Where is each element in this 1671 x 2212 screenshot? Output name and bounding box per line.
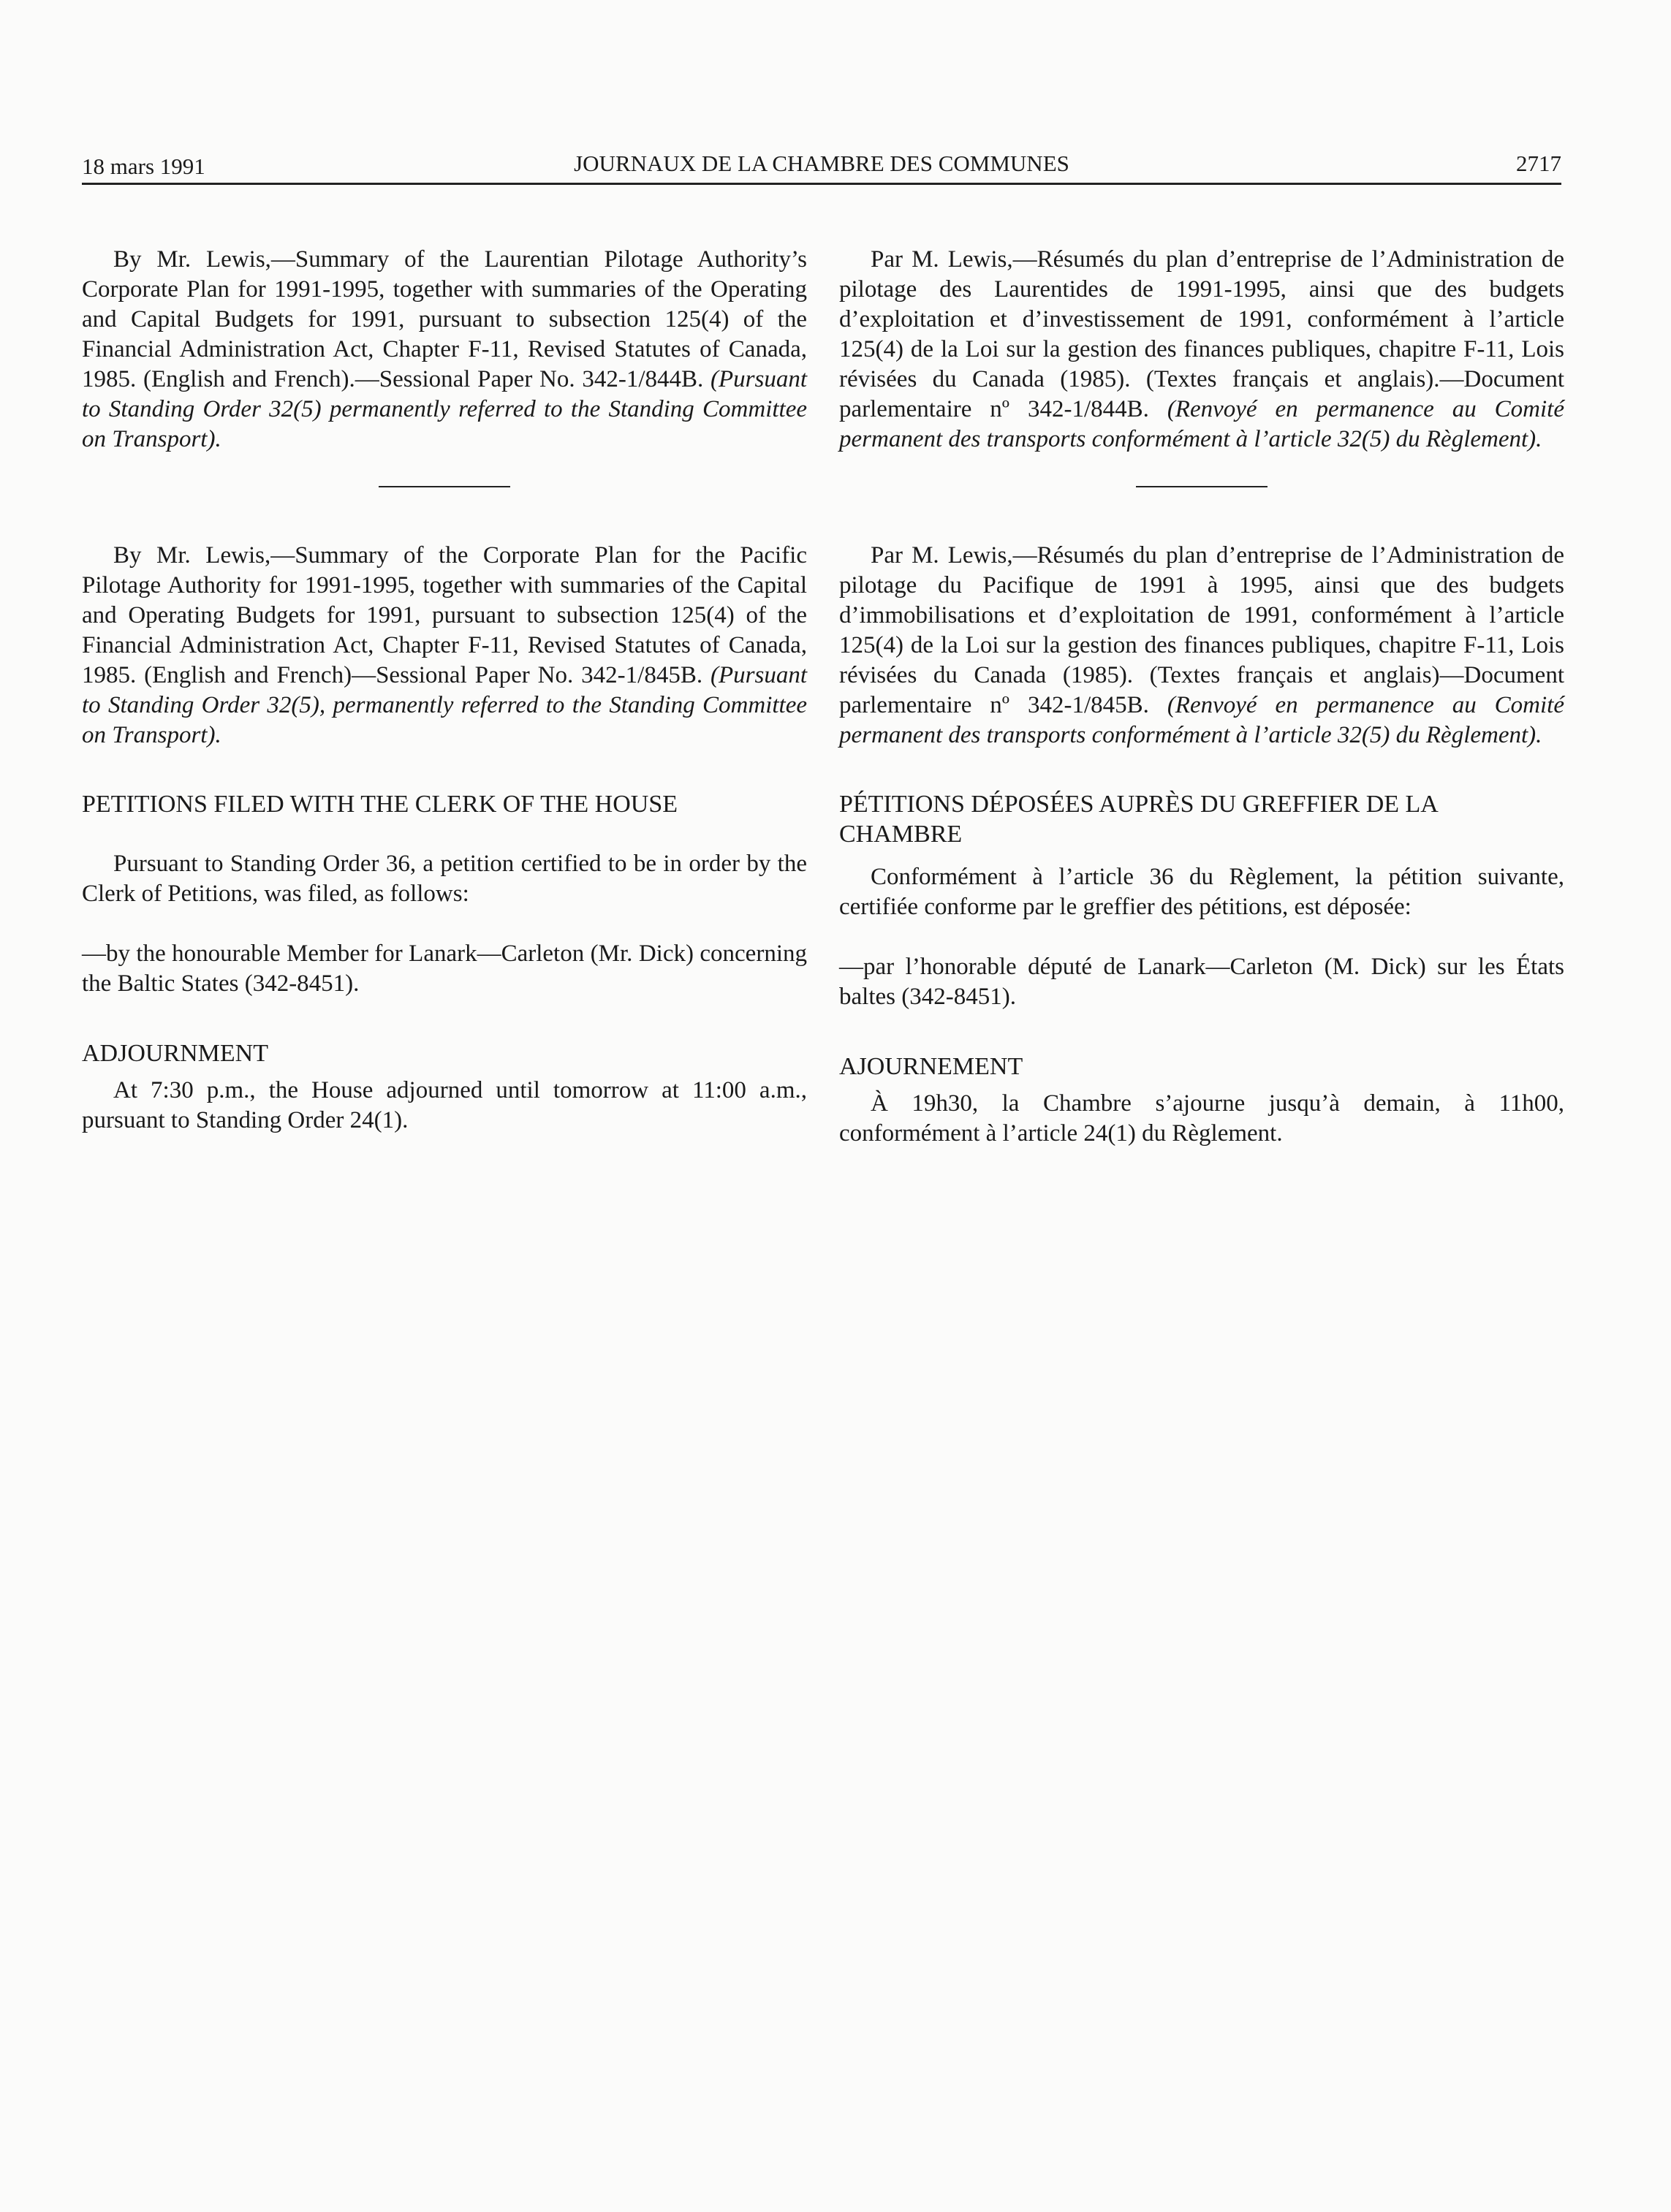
french-petition-item: —par l’honorable député de Lanark—Carleton (M. Dick) sur les États baltes (342-8451). bbox=[839, 954, 1564, 1010]
english-sessional-paper-1: By Mr. Lewis,—Summary of the Laurentian Pilotage Authority’s Corporate Plan for 1991-1995, together with summaries of the Operating and Capital Budgets for 1991, pursuant to subsection 125(4) of the Financial Administration Act, Chapter F-11, Revised Statutes of Canada, 1985. (English and French).—Sessional Paper No. 342-1/844B. (Pursuant to Standing Order 32(5) permanently referred to the Standing Committee on Transport). bbox=[82, 246, 807, 452]
french-sessional-paper-2: Par M. Lewis,—Résumés du plan d’entreprise de l’Administration de pilotage du Pacifique de 1991 à 1995, ainsi que des budgets d’immobilisations et d’exploitation de 1991, conformément à l’article 125(4) de la Loi sur la gestion des finances publiques, chapitre F-11, Lois révisées du Canada (1985). (Textes français et anglais)—Document parlementaire nº 342-1/845B. (Renvoyé en permanence au Comité permanent des transports conformément à l’article 32(5) du Règlement). bbox=[839, 542, 1564, 748]
english-column bbox=[82, 245, 807, 1136]
french-adjournment-text: À 19h30, la Chambre s’ajourne jusqu’à demain, à 11h00, conformément à l’article 24(1) du Règlement. bbox=[839, 1090, 1564, 1147]
english-sessional-paper-2: By Mr. Lewis,—Summary of the Corporate Plan for the Pacific Pilotage Authority for 1991-1995, together with summaries of the Capital and Operating Budgets for 1991, pursuant to subsection 125(4) of the Financial Administration Act, Chapter F-11, Revised Statutes of Canada, 1985. (English and French)—Sessional Paper No. 342-1/845B. (Pursuant to Standing Order 32(5), permanently referred to the Standing Committee on Transport). bbox=[82, 542, 807, 748]
french-paper-2-referral: (Renvoyé en permanence au Comité permanent des transports conformément à l’article 32(5) du Règlement). bbox=[839, 692, 1564, 748]
header-page-number: 2717 bbox=[1516, 151, 1561, 176]
english-adjournment-text: At 7:30 p.m., the House adjourned until tomorrow at 11:00 a.m., pursuant to Standing Order 24(1). bbox=[82, 1077, 807, 1133]
french-petitions-intro: Conformément à l’article 36 du Règlement, la pétition suivante, certifiée conforme par le greffier des pétitions, est déposée: bbox=[839, 864, 1564, 920]
french-paper-1-referral: (Renvoyé en permanence au Comité permanent des transports conformément à l’article 32(5) du Règlement). bbox=[839, 396, 1564, 452]
english-paper-1-referral: (Pursuant to Standing Order 32(5) permanently referred to the Standing Committee on Transport). bbox=[82, 366, 807, 452]
french-petitions-heading: PÉTITIONS DÉPOSÉES AUPRÈS DU GREFFIER DE LA CHAMBRE bbox=[839, 791, 1437, 848]
english-petition-item: —by the honourable Member for Lanark—Carleton (Mr. Dick) concerning the Baltic States (342-8451). bbox=[82, 940, 807, 997]
french-adjournment-heading: AJOURNEMENT bbox=[839, 1053, 1023, 1080]
french-column bbox=[839, 245, 1564, 1149]
english-adjournment-heading: ADJOURNMENT bbox=[82, 1040, 268, 1067]
english-petitions-intro: Pursuant to Standing Order 36, a petition certified to be in order by the Clerk of Petitions, was filed, as follows: bbox=[82, 851, 807, 907]
header-title: JOURNAUX DE LA CHAMBRE DES COMMUNES bbox=[574, 151, 1069, 176]
french-sessional-paper-1: Par M. Lewis,—Résumés du plan d’entreprise de l’Administration de pilotage des Laurentides de 1991-1995, ainsi que des budgets d’exploitation et d’investissement de 1991, conformément à l’article 125(4) de la Loi sur la gestion des finances publiques, chapitre F-11, Lois révisées du Canada (1985). (Textes français et anglais).—Document parlementaire nº 342-1/844B. (Renvoyé en permanence au Comité permanent des transports conformément à l’article 32(5) du Règlement). bbox=[839, 246, 1564, 452]
english-petitions-heading: PETITIONS FILED WITH THE CLERK OF THE HOUSE bbox=[82, 791, 678, 818]
page-header bbox=[82, 145, 1561, 185]
english-paper-2-referral: (Pursuant to Standing Order 32(5), permanently referred to the Standing Committee on Transport). bbox=[82, 662, 807, 748]
header-date: 18 mars 1991 bbox=[82, 153, 205, 179]
